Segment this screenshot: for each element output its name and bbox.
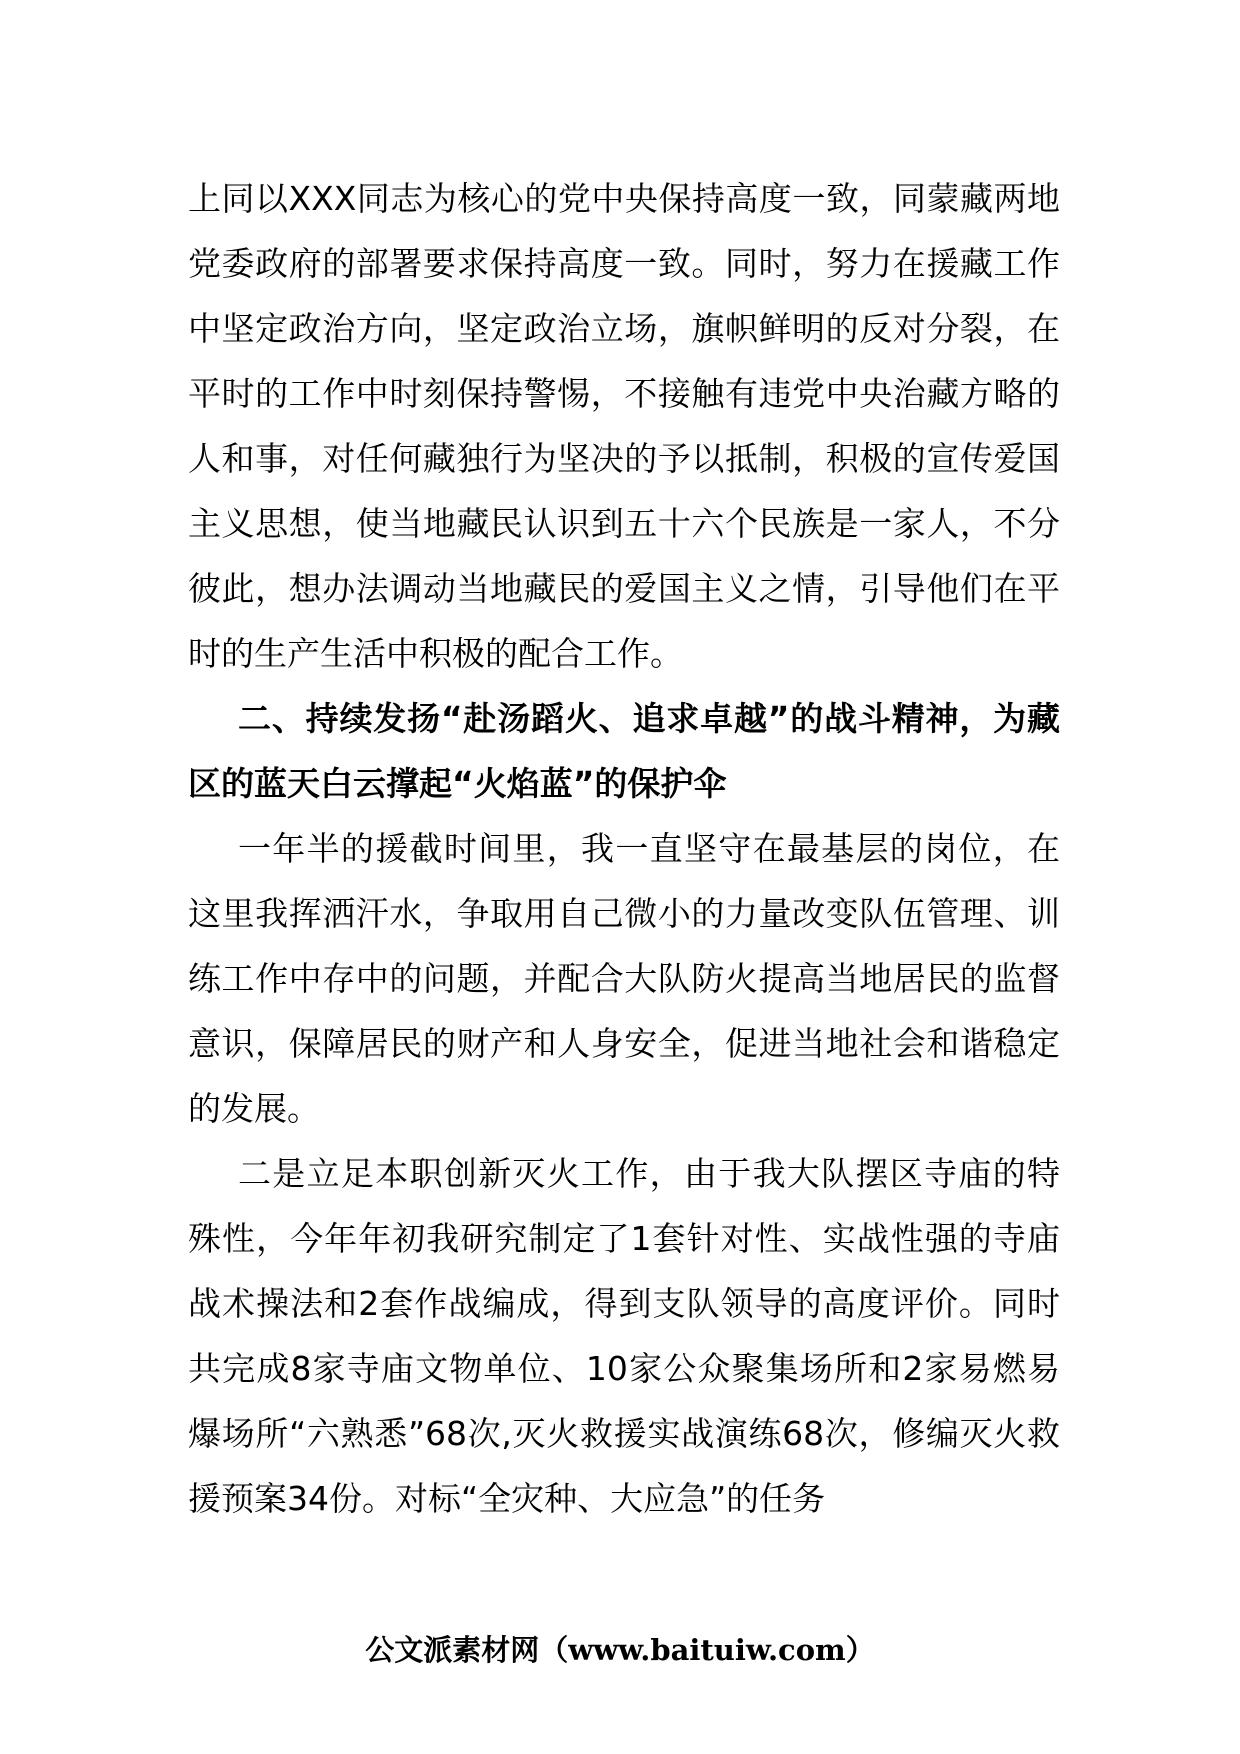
paragraph-firefighting-innovation: 二是立足本职创新灭火工作，由于我大队摆区寺庙的特殊性，今年年初我研究制定了1套针对性、实战性强的寺庙战术操法和2套作战编成，得到支队领导的高度评价。同时共完成8家寺庙文物单位、10家公众聚集场所和2家易燃易爆场所“六熟悉”68次,灭火救援实战演练68次，修编灭火救援预案34份。对标“全灾种、大应急”的任务 [188,1154,1060,1518]
section-heading-2: 二、持续发扬“赴汤蹈火、追求卓越”的战斗精神，为藏区的蓝天白云撑起“火焰蓝”的保护伞 [188,699,1060,803]
document-body [188,166,1060,1531]
footer-watermark: 公文派素材网（www.baituiw.com） [365,1633,875,1667]
paragraph-frontline-post: 一年半的援截时间里，我一直坚守在最基层的岗位，在这里我挥洒汗水，争取用自己微小的力量改变队伍管理、训练工作中存中的问题，并配合大队防火提高当地居民的监督意识，保障居民的财产和人身安全，促进当地社会和谐稳定的发展。 [188,829,1060,1128]
paragraph-political-stance: 上同以XXX同志为核心的党中央保持高度一致，同蒙藏两地党委政府的部署要求保持高度一致。同时，努力在援藏工作中坚定政治方向，坚定政治立场，旗帜鲜明的反对分裂，在平时的工作中时刻保持警惕，不接触有违党中央治藏方略的人和事，对任何藏独行为坚决的予以抵制，积极的宣传爱国主义思想，使当地藏民认识到五十六个民族是一家人，不分彼此，想办法调动当地藏民的爱国主义之情，引导他们在平时的生产生活中积极的配合工作。 [188,179,1060,673]
